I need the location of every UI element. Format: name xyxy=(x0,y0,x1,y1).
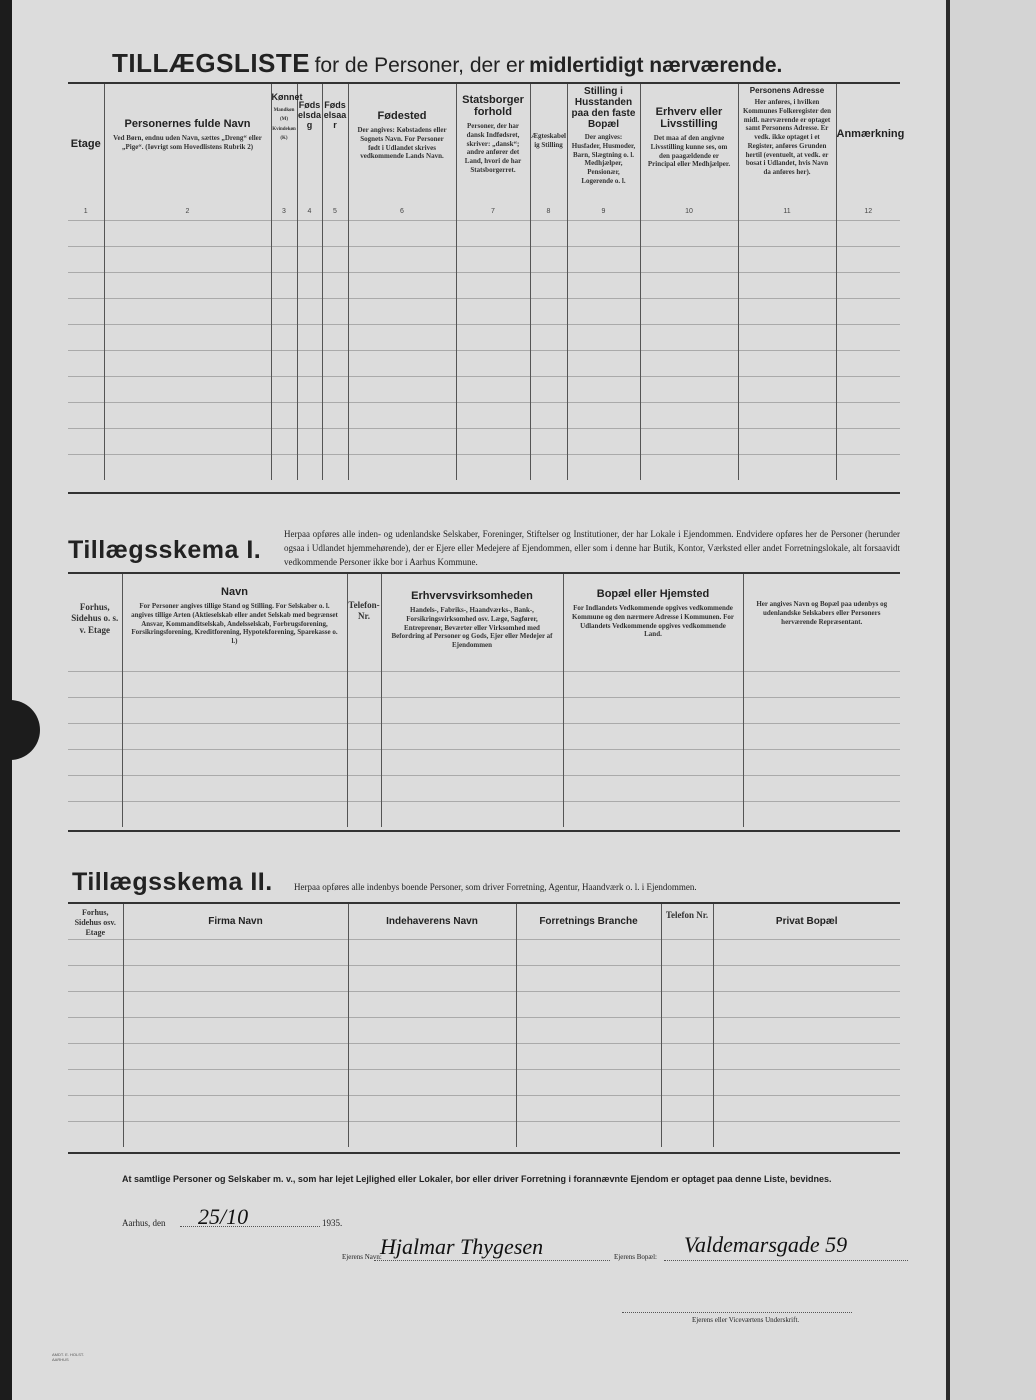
skema2-note: Herpaa opføres alle indenbys boende Personer, som driver Forretning, Agentur, Haandværk o. l. i Ejendommen. xyxy=(294,882,697,892)
blank-cell[interactable] xyxy=(68,402,104,428)
blank-cell[interactable] xyxy=(122,801,347,827)
blank-cell[interactable] xyxy=(68,454,104,480)
blank-cell[interactable] xyxy=(297,402,322,428)
adjacent-page xyxy=(950,0,1036,1400)
col-foedselsdag: Fødselsdag xyxy=(297,83,322,208)
blank-cell[interactable] xyxy=(68,350,104,376)
blank-cell[interactable] xyxy=(567,454,640,480)
blank-cell[interactable] xyxy=(68,991,123,1017)
blank-cell[interactable] xyxy=(104,298,271,324)
main-title xyxy=(112,48,782,79)
blank-cell[interactable] xyxy=(567,350,640,376)
blank-cell[interactable] xyxy=(271,350,297,376)
blank-cell[interactable] xyxy=(836,220,900,246)
blank-cell[interactable] xyxy=(661,1095,713,1121)
blank-cell[interactable] xyxy=(530,272,567,298)
blank-cell[interactable] xyxy=(661,1121,713,1147)
blank-cell[interactable] xyxy=(271,402,297,428)
col-navn: Personernes fulde Navn Ved Børn, endnu uden Navn, sættes „Dreng“ eller „Pige“. (Iøvrigt som Hovedlistens Rubrik 2) xyxy=(104,83,271,208)
title-bold-end: midlertidigt nærværende. xyxy=(529,54,783,77)
blank-cell[interactable] xyxy=(563,671,743,697)
address-line xyxy=(664,1260,908,1261)
blank-cell[interactable] xyxy=(348,246,456,272)
blank-cell[interactable] xyxy=(640,428,738,454)
blank-cell[interactable] xyxy=(738,402,836,428)
blank-cell[interactable] xyxy=(530,246,567,272)
tillaegsliste-table xyxy=(68,82,905,480)
blank-cell[interactable] xyxy=(122,671,347,697)
blank-cell[interactable] xyxy=(456,376,530,402)
blank-cell[interactable] xyxy=(713,965,900,991)
blank-cell[interactable] xyxy=(271,454,297,480)
blank-cell[interactable] xyxy=(68,965,123,991)
blank-cell[interactable] xyxy=(68,1069,123,1095)
blank-cell[interactable] xyxy=(640,350,738,376)
title-middle: for de Personer, der er xyxy=(314,54,525,77)
s1-col-telefon: Telefon-Nr. xyxy=(347,573,381,671)
blank-row xyxy=(68,1069,900,1095)
blank-cell[interactable] xyxy=(68,775,122,801)
blank-cell[interactable] xyxy=(567,324,640,350)
blank-cell[interactable] xyxy=(516,1017,661,1043)
blank-cell[interactable] xyxy=(297,324,322,350)
blank-cell[interactable] xyxy=(640,246,738,272)
skema1-bottom-rule xyxy=(68,830,900,832)
blank-cell[interactable] xyxy=(123,965,348,991)
blank-cell[interactable] xyxy=(297,220,322,246)
blank-cell[interactable] xyxy=(640,376,738,402)
blank-cell[interactable] xyxy=(640,220,738,246)
blank-cell[interactable] xyxy=(661,939,713,965)
blank-cell[interactable] xyxy=(567,402,640,428)
blank-cell[interactable] xyxy=(516,939,661,965)
blank-cell[interactable] xyxy=(104,376,271,402)
blank-row xyxy=(68,775,900,801)
blank-cell[interactable] xyxy=(68,801,122,827)
blank-cell[interactable] xyxy=(738,428,836,454)
blank-cell[interactable] xyxy=(68,671,122,697)
blank-cell[interactable] xyxy=(640,324,738,350)
blank-cell[interactable] xyxy=(661,965,713,991)
blank-cell[interactable] xyxy=(530,428,567,454)
blank-cell[interactable] xyxy=(516,1121,661,1147)
blank-cell[interactable] xyxy=(104,246,271,272)
s2-col-bopael: Privat Bopæl xyxy=(713,903,900,939)
blank-cell[interactable] xyxy=(348,324,456,350)
blank-cell[interactable] xyxy=(456,246,530,272)
blank-cell[interactable] xyxy=(271,298,297,324)
blank-cell[interactable] xyxy=(104,272,271,298)
blank-cell[interactable] xyxy=(713,991,900,1017)
blank-row xyxy=(68,1043,900,1069)
blank-row xyxy=(68,965,900,991)
blank-cell[interactable] xyxy=(322,220,348,246)
blank-row xyxy=(68,749,900,775)
blank-cell[interactable] xyxy=(271,220,297,246)
blank-cell[interactable] xyxy=(104,324,271,350)
blank-cell[interactable] xyxy=(348,454,456,480)
blank-cell[interactable] xyxy=(836,246,900,272)
blank-row xyxy=(68,939,900,965)
blank-cell[interactable] xyxy=(104,220,271,246)
blank-cell[interactable] xyxy=(640,402,738,428)
blank-cell[interactable] xyxy=(104,428,271,454)
col-foedested: Fødested Der angives: Købstadens eller Sognets Navn. For Personer født i Udlandet skrives vedkommende Lands Navn. xyxy=(348,83,456,208)
blank-cell[interactable] xyxy=(530,454,567,480)
blank-row xyxy=(68,1095,900,1121)
blank-cell[interactable] xyxy=(271,272,297,298)
blank-cell[interactable] xyxy=(322,298,348,324)
blank-row xyxy=(68,298,900,324)
blank-cell[interactable] xyxy=(836,272,900,298)
blank-cell[interactable] xyxy=(68,324,104,350)
s2-col-indehaver: Indehaverens Navn xyxy=(348,903,516,939)
blank-cell[interactable] xyxy=(381,671,563,697)
blank-cell[interactable] xyxy=(516,1095,661,1121)
blank-row xyxy=(68,376,900,402)
blank-cell[interactable] xyxy=(563,749,743,775)
blank-cell[interactable] xyxy=(68,1095,123,1121)
blank-cell[interactable] xyxy=(713,1121,900,1147)
blank-cell[interactable] xyxy=(738,246,836,272)
blank-cell[interactable] xyxy=(347,671,381,697)
blank-cell[interactable] xyxy=(836,298,900,324)
s2-col-branche: Forretnings Branche xyxy=(516,903,661,939)
s1-col-etage: Forhus, Sidehus o. s. v. Etage xyxy=(71,602,119,635)
blank-cell[interactable] xyxy=(297,454,322,480)
number-row: 1 2 3 4 5 6 7 8 9 10 11 12 xyxy=(68,208,900,220)
blank-cell[interactable] xyxy=(836,402,900,428)
s1-col-erhverv: Erhvervsvirksomheden Handels-, Fabriks-, Haandværks-, Bank-, Forsikringsvirksomhed osv. Læge, Sagfører, Entreprenør, Beværter eller Virksomhed med Befordring af Personer og Gods, Ejer eller Medejer af Ejendommen xyxy=(381,573,563,671)
s1-col-navn: Navn For Personer angives tillige Stand og Stilling. For Selskaber o. l. angives tillige Arten (Aktieselskab eller andet Selskab med begrænset Ansvar, Kommanditselskab, Andelsselskab, Forbrugsforening, Forsikringsforening, Kreditforening, Hypotekforening, Sparekasse o. l.) xyxy=(122,573,347,671)
blank-cell[interactable] xyxy=(104,402,271,428)
blank-cell[interactable] xyxy=(123,991,348,1017)
blank-row xyxy=(68,220,900,246)
blank-cell[interactable] xyxy=(743,775,900,801)
blank-cell[interactable] xyxy=(68,220,104,246)
blank-cell[interactable] xyxy=(640,272,738,298)
blank-cell[interactable] xyxy=(456,272,530,298)
blank-row xyxy=(68,723,900,749)
blank-cell[interactable] xyxy=(271,428,297,454)
blank-row xyxy=(68,454,900,480)
col-stilling: Stilling i Husstanden paa den faste Bopæl Der angives: Husfader, Husmoder, Barn, Slægtning o. l. Medhjælper, Pensionær, Logerende o. l. xyxy=(567,83,640,208)
blank-cell[interactable] xyxy=(567,298,640,324)
col-etage: Etage xyxy=(70,138,101,150)
blank-cell[interactable] xyxy=(122,749,347,775)
blank-cell[interactable] xyxy=(271,324,297,350)
blank-cell[interactable] xyxy=(104,454,271,480)
blank-cell[interactable] xyxy=(347,775,381,801)
blank-cell[interactable] xyxy=(661,1069,713,1095)
blank-cell[interactable] xyxy=(348,402,456,428)
blank-cell[interactable] xyxy=(381,775,563,801)
blank-cell[interactable] xyxy=(68,298,104,324)
address-label: Ejerens Bopæl: xyxy=(614,1253,657,1261)
blank-cell[interactable] xyxy=(123,1043,348,1069)
blank-cell[interactable] xyxy=(516,991,661,1017)
blank-cell[interactable] xyxy=(347,801,381,827)
blank-cell[interactable] xyxy=(530,298,567,324)
blank-row xyxy=(68,272,900,298)
blank-cell[interactable] xyxy=(297,246,322,272)
blank-cell[interactable] xyxy=(567,272,640,298)
blank-row xyxy=(68,1121,900,1147)
blank-cell[interactable] xyxy=(322,272,348,298)
blank-cell[interactable] xyxy=(738,350,836,376)
s1-col-repraesentant: Her angives Navn og Bopæl paa udenbys og udenlandske Selskabers eller Personers herværende Repræsentant. xyxy=(743,573,900,671)
blank-cell[interactable] xyxy=(68,428,104,454)
blank-cell[interactable] xyxy=(713,939,900,965)
col-aegteskab: Ægteskabelig Stilling xyxy=(530,83,567,208)
blank-cell[interactable] xyxy=(348,376,456,402)
blank-cell[interactable] xyxy=(567,220,640,246)
blank-cell[interactable] xyxy=(516,965,661,991)
blank-row xyxy=(68,991,900,1017)
blank-cell[interactable] xyxy=(743,723,900,749)
blank-cell[interactable] xyxy=(738,454,836,480)
blank-cell[interactable] xyxy=(661,1017,713,1043)
blank-cell[interactable] xyxy=(123,1017,348,1043)
blank-row xyxy=(68,324,900,350)
s2-col-firma: Firma Navn xyxy=(123,903,348,939)
blank-cell[interactable] xyxy=(123,1121,348,1147)
blank-cell[interactable] xyxy=(381,801,563,827)
blank-cell[interactable] xyxy=(836,376,900,402)
blank-cell[interactable] xyxy=(836,324,900,350)
signature-line xyxy=(622,1312,852,1313)
blank-row xyxy=(68,402,900,428)
liste-bottom-rule xyxy=(68,492,900,494)
col-foedselsaar: Fødselsaar xyxy=(322,83,348,208)
s2-col-etage: Forhus, Sidehus osv. Etage xyxy=(74,908,116,937)
blank-cell[interactable] xyxy=(640,298,738,324)
blank-cell[interactable] xyxy=(456,220,530,246)
skema1-title: Tillægsskema I. xyxy=(68,536,262,564)
blank-cell[interactable] xyxy=(563,723,743,749)
blank-cell[interactable] xyxy=(836,350,900,376)
skema1-header xyxy=(68,573,900,671)
blank-row xyxy=(68,246,900,272)
owner-line xyxy=(374,1260,610,1261)
blank-cell[interactable] xyxy=(297,298,322,324)
blank-cell[interactable] xyxy=(713,1095,900,1121)
place-label: Aarhus, den xyxy=(122,1218,166,1228)
blank-cell[interactable] xyxy=(68,272,104,298)
blank-cell[interactable] xyxy=(348,298,456,324)
year: 1935. xyxy=(322,1218,343,1228)
skema1-body xyxy=(68,671,900,827)
blank-cell[interactable] xyxy=(381,723,563,749)
blank-cell[interactable] xyxy=(348,1017,516,1043)
blank-cell[interactable] xyxy=(567,376,640,402)
skema2-bottom-rule xyxy=(68,1152,900,1154)
blank-cell[interactable] xyxy=(322,350,348,376)
blank-cell[interactable] xyxy=(743,671,900,697)
blank-cell[interactable] xyxy=(68,939,123,965)
blank-cell[interactable] xyxy=(297,350,322,376)
blank-cell[interactable] xyxy=(713,1069,900,1095)
col-koen: Kønnet Mandkøn (M) Kvindekøn (K) xyxy=(271,83,297,208)
blank-cell[interactable] xyxy=(348,272,456,298)
header-row xyxy=(68,83,900,208)
blank-cell[interactable] xyxy=(567,428,640,454)
blank-cell[interactable] xyxy=(348,1043,516,1069)
blank-cell[interactable] xyxy=(348,965,516,991)
skema1-note: Herpaa opføres alle inden- og udenlandske Selskaber, Foreninger, Stiftelser og Institutioner, der har Lokale i Ejendommen. Endvidere opføres her de Personer (herunder ogsaa i Udlandet hjemmehørende), der er Ejere eller Medejere af Ejendommen, eller som i denne har Butik, Kontor, Værksted eller andet Forretningslokale, alt forsaavidt vedkommende Personer ikke bor i Aarhus Kommune. xyxy=(284,529,900,567)
certification-statement: At samtlige Personer og Selskaber m. v., som har lejet Lejlighed eller Lokaler, bor eller driver Forretning i forannævnte Ejendom er optaget paa denne Liste, bevidnes. xyxy=(122,1174,832,1184)
blank-cell[interactable] xyxy=(271,246,297,272)
signature-label: Ejerens eller Viceværtens Underskrift. xyxy=(692,1316,800,1324)
blank-cell[interactable] xyxy=(122,775,347,801)
blank-cell[interactable] xyxy=(68,1043,123,1069)
blank-cell[interactable] xyxy=(297,272,322,298)
blank-row xyxy=(68,671,900,697)
skema2-body xyxy=(68,939,900,1147)
printer-mark: AMDT. E. HOLST. AARHUS xyxy=(52,1352,85,1362)
blank-cell[interactable] xyxy=(297,376,322,402)
blank-row xyxy=(68,697,900,723)
blank-cell[interactable] xyxy=(456,402,530,428)
col-statsborger: Statsborgerforhold Personer, der har dansk Indfødsret, skriver: „dansk“; andre anfører det Land, hvori de har Statsborgerret. xyxy=(456,83,530,208)
blank-cell[interactable] xyxy=(836,454,900,480)
blank-cell[interactable] xyxy=(68,1017,123,1043)
blank-cell[interactable] xyxy=(68,246,104,272)
blank-cell[interactable] xyxy=(738,298,836,324)
blank-cell[interactable] xyxy=(123,939,348,965)
blank-cell[interactable] xyxy=(348,1121,516,1147)
blank-cell[interactable] xyxy=(322,428,348,454)
blank-row xyxy=(68,1017,900,1043)
blank-cell[interactable] xyxy=(348,991,516,1017)
blank-cell[interactable] xyxy=(123,1095,348,1121)
blank-cell[interactable] xyxy=(563,697,743,723)
blank-row xyxy=(68,350,900,376)
blank-cell[interactable] xyxy=(743,749,900,775)
blank-cell[interactable] xyxy=(836,428,900,454)
blank-cell[interactable] xyxy=(322,324,348,350)
blank-cell[interactable] xyxy=(68,376,104,402)
blank-cell[interactable] xyxy=(122,723,347,749)
blank-cell[interactable] xyxy=(348,220,456,246)
blank-cell[interactable] xyxy=(123,1069,348,1095)
blank-row xyxy=(68,801,900,827)
blank-cell[interactable] xyxy=(348,350,456,376)
liste-body xyxy=(68,220,900,480)
s2-col-telefon: Telefon Nr. xyxy=(661,903,713,939)
blank-cell[interactable] xyxy=(563,801,743,827)
blank-cell[interactable] xyxy=(347,723,381,749)
blank-cell[interactable] xyxy=(322,376,348,402)
blank-cell[interactable] xyxy=(530,350,567,376)
blank-cell[interactable] xyxy=(567,246,640,272)
blank-cell[interactable] xyxy=(743,801,900,827)
col-adresse: Personens Adresse Her anføres, i hvilken Kommunes Folkeregister den midl. nærværende er optaget samt Personens Adresse. Er vedk. ikke optaget i et Register, anføres Grunden hertil (eventuelt, at vedk. er bosat i Udlandet, hvis Navn da anføres her). xyxy=(738,83,836,208)
form-page xyxy=(12,0,946,1400)
blank-cell[interactable] xyxy=(68,1121,123,1147)
blank-cell[interactable] xyxy=(456,350,530,376)
blank-cell[interactable] xyxy=(456,298,530,324)
blank-cell[interactable] xyxy=(322,246,348,272)
date-value: 25/10 xyxy=(198,1204,249,1229)
owner-label: Ejerens Navn: xyxy=(342,1253,382,1261)
blank-cell[interactable] xyxy=(530,376,567,402)
blank-cell[interactable] xyxy=(348,939,516,965)
s1-col-bopael: Bopæl eller Hjemsted For Indlandets Vedkommende opgives vedkommende Kommune og den nærmere Adresse i Kommunen. For Udlandets Vedkommende opgives vedkommende Land. xyxy=(563,573,743,671)
blank-cell[interactable] xyxy=(516,1069,661,1095)
blank-cell[interactable] xyxy=(661,1043,713,1069)
skema2-title: Tillægsskema II. xyxy=(72,868,273,896)
blank-cell[interactable] xyxy=(68,723,122,749)
blank-row xyxy=(68,428,900,454)
blank-cell[interactable] xyxy=(297,428,322,454)
blank-cell[interactable] xyxy=(738,220,836,246)
owner-value: Hjalmar Thygesen xyxy=(380,1234,544,1259)
blank-cell[interactable] xyxy=(530,402,567,428)
blank-cell[interactable] xyxy=(322,402,348,428)
blank-cell[interactable] xyxy=(322,454,348,480)
blank-cell[interactable] xyxy=(68,749,122,775)
blank-cell[interactable] xyxy=(381,749,563,775)
blank-cell[interactable] xyxy=(348,1069,516,1095)
blank-cell[interactable] xyxy=(516,1043,661,1069)
blank-cell[interactable] xyxy=(738,324,836,350)
blank-cell[interactable] xyxy=(713,1043,900,1069)
address-value: Valdemarsgade 59 xyxy=(684,1232,848,1257)
blank-cell[interactable] xyxy=(713,1017,900,1043)
blank-cell[interactable] xyxy=(738,376,836,402)
col-anmaerkning: Anmærkning xyxy=(836,83,900,208)
blank-cell[interactable] xyxy=(661,991,713,1017)
skema2-header xyxy=(68,903,900,939)
blank-cell[interactable] xyxy=(640,454,738,480)
skema2-table xyxy=(68,902,900,1147)
blank-cell[interactable] xyxy=(456,454,530,480)
blank-cell[interactable] xyxy=(68,697,122,723)
blank-cell[interactable] xyxy=(456,324,530,350)
blank-cell[interactable] xyxy=(104,350,271,376)
blank-cell[interactable] xyxy=(347,697,381,723)
blank-cell[interactable] xyxy=(271,376,297,402)
blank-cell[interactable] xyxy=(563,775,743,801)
blank-cell[interactable] xyxy=(456,428,530,454)
blank-cell[interactable] xyxy=(743,697,900,723)
blank-cell[interactable] xyxy=(347,749,381,775)
blank-cell[interactable] xyxy=(530,324,567,350)
blank-cell[interactable] xyxy=(348,1095,516,1121)
title-tillaegsliste: TILLÆGSLISTE xyxy=(112,48,311,78)
skema1-table xyxy=(68,572,900,827)
blank-cell[interactable] xyxy=(381,697,563,723)
blank-cell[interactable] xyxy=(530,220,567,246)
blank-cell[interactable] xyxy=(348,428,456,454)
blank-cell[interactable] xyxy=(122,697,347,723)
col-erhverv: Erhverv eller Livsstilling Det maa af den angivne Livsstilling kunne ses, om den paagældende er Principal eller Medhjælper. xyxy=(640,83,738,208)
blank-cell[interactable] xyxy=(738,272,836,298)
